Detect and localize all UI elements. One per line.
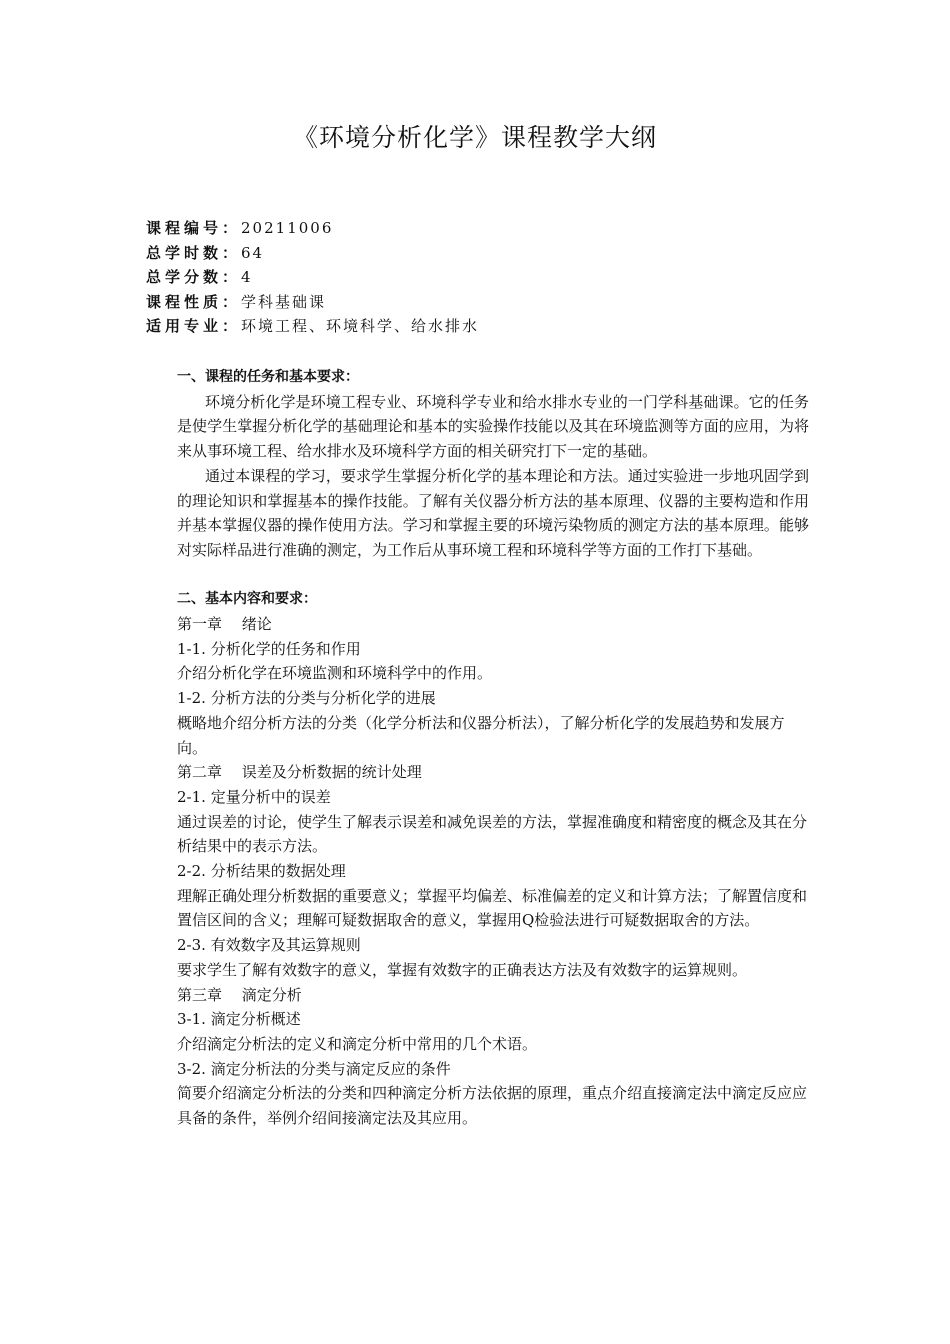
page-title: 《环境分析化学》课程教学大纲: [292, 123, 657, 152]
subsection-text: 通过误差的讨论，使学生了解表示误差和减免误差的方法，掌握准确度和精密度的概念及其在分析结果中的表示方法。: [177, 812, 808, 856]
chapter-heading: 第二章 误差及分析数据的统计处理: [177, 763, 422, 782]
spacer: [177, 563, 809, 588]
course-code-row: [146, 216, 479, 241]
subsection-text: 要求学生了解有效数字的意义，掌握有效数字的正确表达方法及有效数字的运算规则。: [177, 960, 748, 979]
applicable-majors-label: 适用专业：: [146, 317, 242, 336]
section-heading-tasks: 一、课程的任务和基本要求：: [177, 369, 359, 385]
course-info: [146, 216, 479, 339]
subsection-heading: 2-3. 有效数字及其运算规则: [177, 936, 361, 955]
course-code-label: 课程编号：: [146, 219, 242, 237]
paragraph: 环境分析化学是环境工程专业、环境科学专业和给水排水专业的一门学科基础课。它的任务是使学生掌握分析化学的基础理论和基本的实验操作技能以及其在环境监测等方面的应用，为将来从事环境工程、给水排水及环境科学方面的相关研究打下一定的基础。: [177, 392, 809, 461]
chapter-heading: 第一章 绪论: [177, 615, 272, 634]
total-credits-label: 总学分数：: [146, 268, 242, 287]
subsection-text: 理解正确处理分析数据的重要意义；掌握平均偏差、标准偏差的定义和计算方法；了解置信度和置信区间的含义；理解可疑数据取舍的意义，掌握用Q检验法进行可疑数据取舍的方法。: [177, 886, 808, 930]
total-credits-row: [146, 265, 479, 290]
chapter-heading: 第三章 滴定分析: [177, 985, 302, 1004]
subsection-text: 简要介绍滴定分析法的分类和四种滴定分析方法依据的原理，重点介绍直接滴定法中滴定反应应具备的条件，举例介绍间接滴定法及其应用。: [177, 1084, 808, 1128]
subsection-text: 介绍滴定分析法的定义和滴定分析中常用的几个术语。: [177, 1034, 538, 1053]
subsection-heading: 3-1. 滴定分析概述: [177, 1010, 301, 1029]
course-code-value: 20211006: [241, 219, 334, 237]
subsection-heading: 2-1. 定量分析中的误差: [177, 787, 331, 806]
section-heading-content: 二、基本内容和要求：: [177, 591, 317, 608]
paragraph: 通过本课程的学习，要求学生掌握分析化学的基本理论和方法。通过实验进一步地巩固学到的理论知识和掌握基本的操作技能。了解有关仪器分析方法的基本原理、仪器的主要构造和作用并基本掌握仪器的操作使用方法。学习和掌握主要的环境污染物质的测定方法的基本原理。能够对实际样品进行准确的测定，为工作后从事环境工程和环境科学等方面的工作打下基础。: [177, 466, 809, 559]
total-hours-value: 64: [241, 243, 265, 262]
total-hours-label: 总学时数：: [146, 243, 242, 262]
subsection-text: 介绍分析化学在环境监测和环境科学中的作用。: [177, 664, 493, 683]
applicable-majors-row: [146, 314, 479, 339]
course-type-row: [146, 290, 479, 315]
course-type-value: 学科基础课: [241, 292, 327, 311]
applicable-majors-value: 环境工程、环境科学、给水排水: [241, 317, 480, 336]
subsection-heading: 3-2. 滴定分析法的分类与滴定反应的条件: [177, 1059, 451, 1078]
syllabus-body: [177, 365, 809, 1131]
subsection-heading: 2-2. 分析结果的数据处理: [177, 862, 346, 881]
subsection-heading: 1-1. 分析化学的任务和作用: [177, 639, 361, 658]
total-credits-value: 4: [241, 268, 253, 287]
course-type-label: 课程性质：: [146, 292, 242, 311]
subsection-text: 概略地介绍分析方法的分类（化学分析法和仪器分析法），了解分析化学的发展趋势和发展方向。: [177, 713, 785, 757]
subsection-heading: 1-2. 分析方法的分类与分析化学的进展: [177, 689, 436, 708]
total-hours-row: [146, 241, 479, 266]
